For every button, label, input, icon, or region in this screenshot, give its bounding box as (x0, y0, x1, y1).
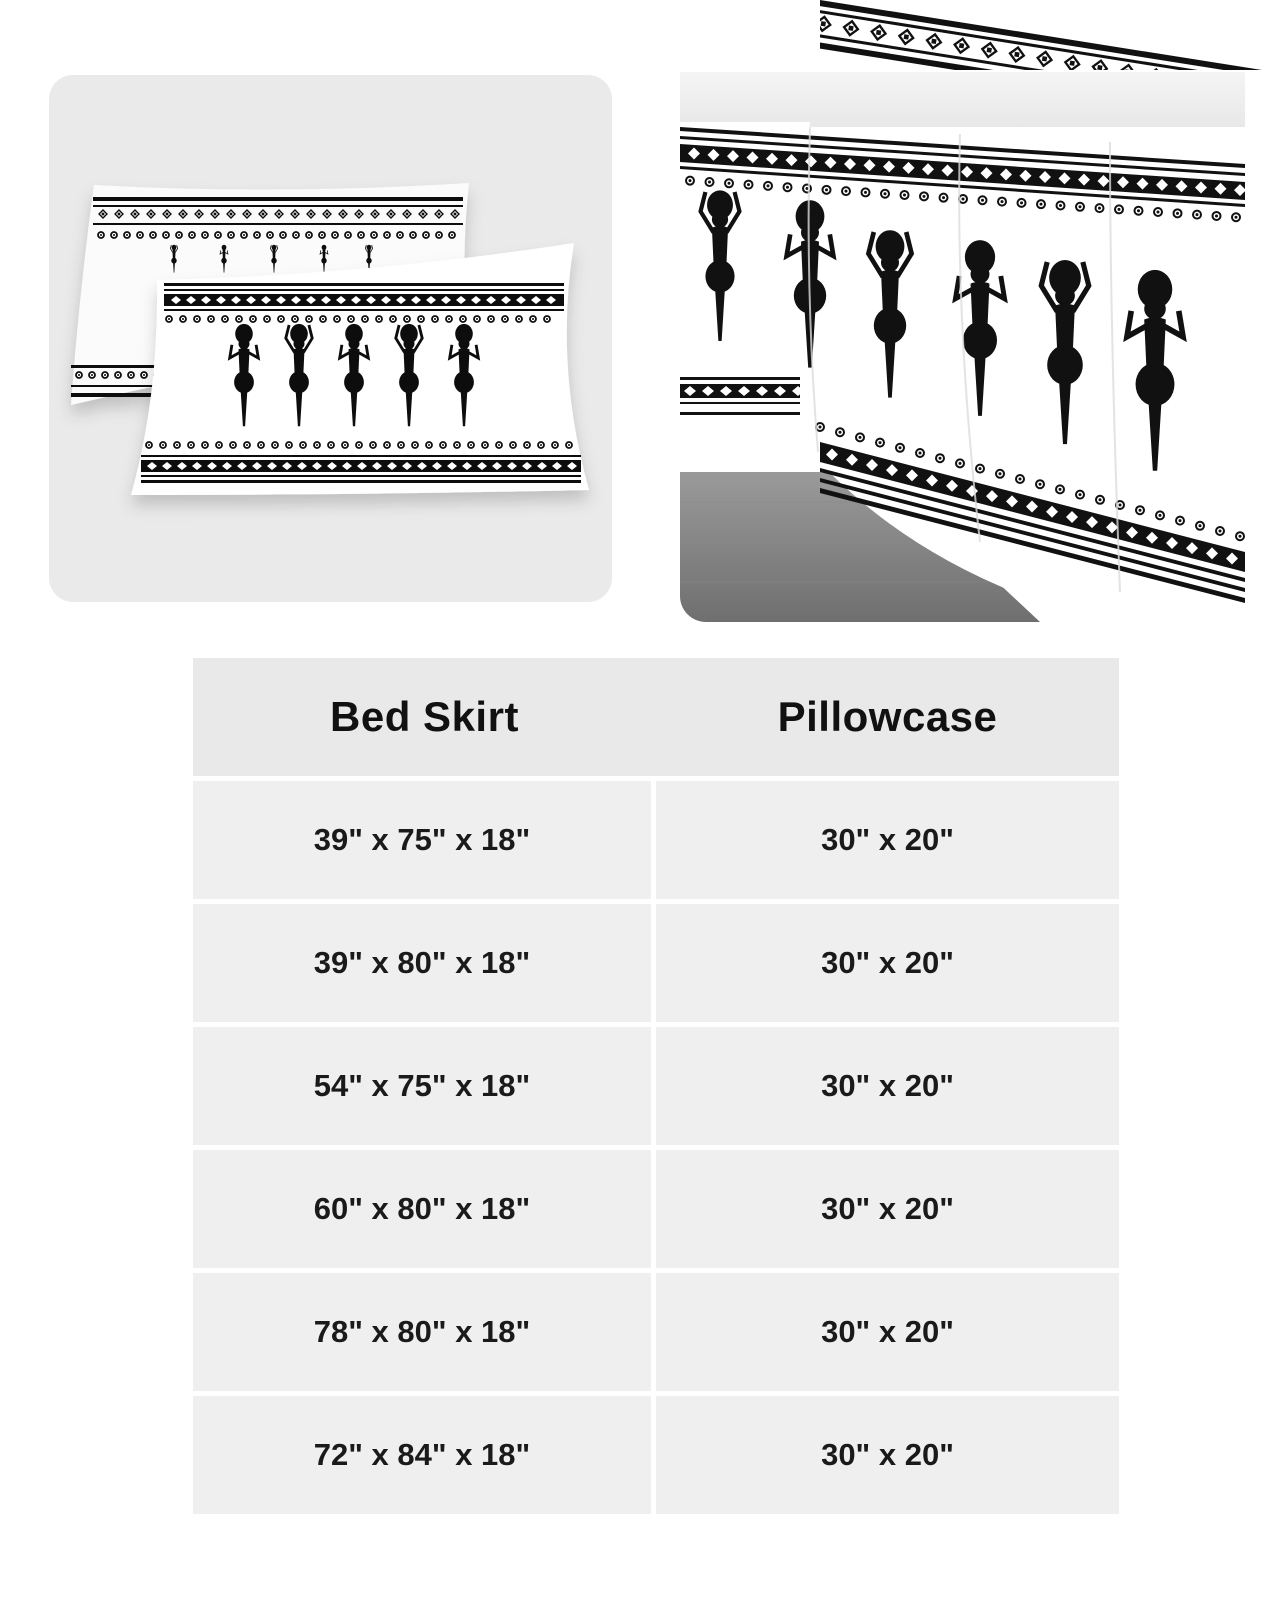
table-row (193, 1396, 1119, 1514)
table-row (193, 1273, 1119, 1391)
bed-skirt-size: 54" x 75" x 18" (193, 1027, 651, 1145)
header-pillowcase: Pillowcase (777, 693, 998, 740)
pillowcase-size: 30" x 20" (656, 1396, 1119, 1514)
pillowcase-size: 30" x 20" (656, 1027, 1119, 1145)
table-row (193, 781, 1119, 899)
table-row (193, 904, 1119, 1022)
pillowcase-size: 30" x 20" (656, 1150, 1119, 1268)
header-bed-skirt: Bed Skirt (330, 693, 519, 740)
table-header-row (193, 658, 1119, 776)
pillowcase-photo (49, 75, 612, 602)
bed-skirt-size: 39" x 80" x 18" (193, 904, 651, 1022)
bed-skirt-photo (680, 72, 1245, 622)
front-pillow (131, 243, 589, 495)
table-row (193, 1027, 1119, 1145)
corner-pattern-strip (820, 0, 1280, 70)
pillowcase-size: 30" x 20" (656, 781, 1119, 899)
bed-skirt-size: 78" x 80" x 18" (193, 1273, 651, 1391)
pillowcase-size: 30" x 20" (656, 1273, 1119, 1391)
bed-skirt-size: 60" x 80" x 18" (193, 1150, 651, 1268)
size-table (193, 658, 1119, 1514)
table-row (193, 1150, 1119, 1268)
bed-skirt-size: 39" x 75" x 18" (193, 781, 651, 899)
bed-skirt-size: 72" x 84" x 18" (193, 1396, 651, 1514)
pillowcase-size: 30" x 20" (656, 904, 1119, 1022)
